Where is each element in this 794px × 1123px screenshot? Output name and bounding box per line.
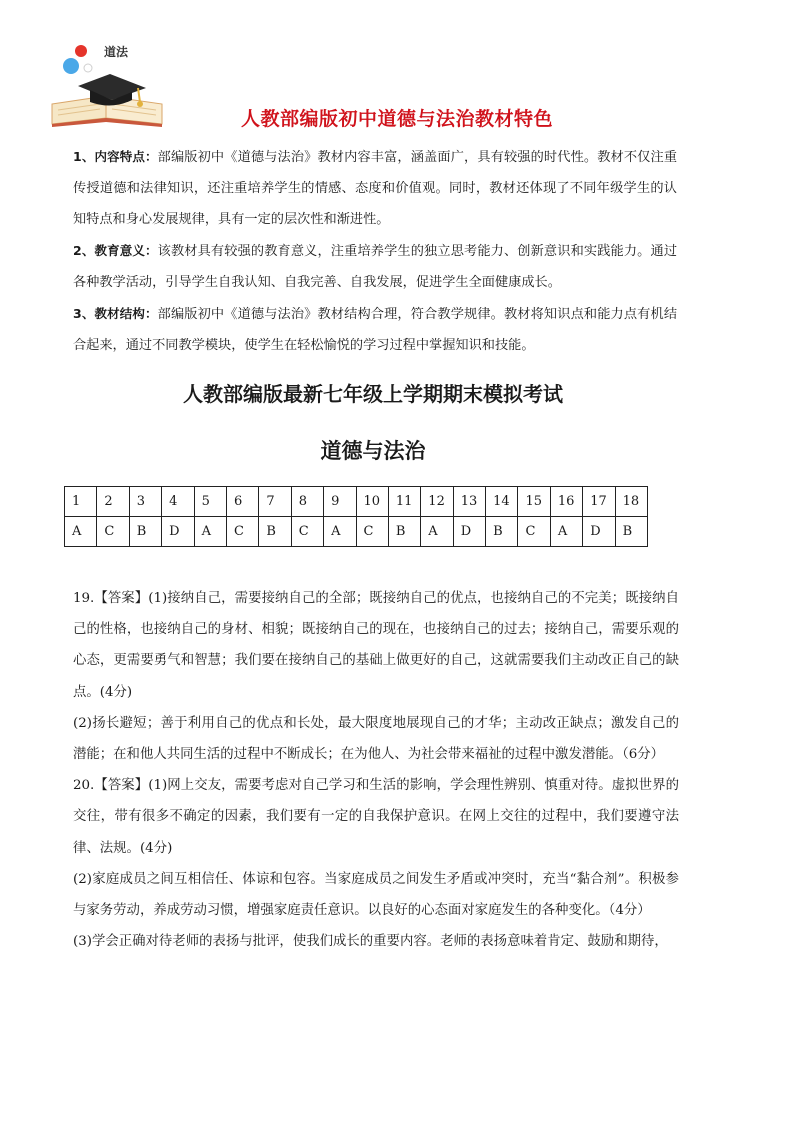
question-number-cell: 1 bbox=[65, 487, 97, 517]
answer-table bbox=[64, 486, 648, 547]
answer-cell: B bbox=[486, 517, 518, 547]
intro-key: 1、内容特点： bbox=[73, 149, 158, 164]
answer-cell: C bbox=[97, 517, 129, 547]
question-number-cell: 7 bbox=[259, 487, 291, 517]
logo-label: 道法 bbox=[104, 45, 129, 59]
answer-cell: D bbox=[162, 517, 194, 547]
answer-cell: B bbox=[129, 517, 161, 547]
intro-section bbox=[73, 141, 677, 361]
question-number-cell: 6 bbox=[226, 487, 258, 517]
intro-text: 该教材具有较强的教育意义，注重培养学生的独立思考能力、创新意识和实践能力。通过各种教学活动，引导学生自我认知、自我完善、自我发展，促进学生全面健康成长。 bbox=[73, 244, 678, 290]
answer-cell: A bbox=[194, 517, 226, 547]
answer-cell: C bbox=[356, 517, 388, 547]
question-number-cell: 9 bbox=[324, 487, 356, 517]
question-number-cell: 17 bbox=[583, 487, 615, 517]
answer-row bbox=[65, 517, 648, 547]
question-number-cell: 14 bbox=[486, 487, 518, 517]
intro-paragraph bbox=[73, 298, 677, 361]
answer-paragraph: (2)家庭成员之间互相信任、体谅和包容。当家庭成员之间发生矛盾或冲突时，充当“黏合剂”。积极参与家务劳动，养成劳动习惯，增强家庭责任意识。以良好的心态面对家庭发生的各种变化。（4分） bbox=[73, 871, 679, 919]
question-number-cell: 10 bbox=[356, 487, 388, 517]
intro-text: 部编版初中《道德与法治》教材结构合理，符合教学规律。教材将知识点和能力点有机结合起来，通过不同教学模块，使学生在轻松愉悦的学习过程中掌握知识和技能。 bbox=[73, 307, 678, 353]
intro-key: 3、教材结构： bbox=[73, 306, 158, 321]
question-number-cell: 15 bbox=[518, 487, 550, 517]
answer-paragraph: 20.【答案】(1)网上交友，需要考虑对自己学习和生活的影响，学会理性辨别、慎重对待。虚拟世界的交往，带有很多不确定的因素，我们要有一定的自我保护意识。在网上交往的过程中，我们要遵守法律、法规。(4分) bbox=[73, 778, 679, 856]
answer-cell: C bbox=[291, 517, 323, 547]
question-number-cell: 4 bbox=[162, 487, 194, 517]
intro-paragraph bbox=[73, 141, 677, 235]
question-number-cell: 13 bbox=[453, 487, 485, 517]
question-number-cell: 18 bbox=[615, 487, 647, 517]
answer-cell: D bbox=[453, 517, 485, 547]
answer-cell: A bbox=[65, 517, 97, 547]
answer-cell: D bbox=[583, 517, 615, 547]
answer-cell: C bbox=[226, 517, 258, 547]
answer-cell: B bbox=[388, 517, 420, 547]
answer-cell: B bbox=[615, 517, 647, 547]
exam-title: 人教部编版最新七年级上学期期末模拟考试 bbox=[183, 382, 563, 406]
answer-cell: A bbox=[324, 517, 356, 547]
banner-title: 人教部编版初中道德与法治教材特色 bbox=[240, 108, 553, 130]
question-number-cell: 2 bbox=[97, 487, 129, 517]
answer-cell: C bbox=[518, 517, 550, 547]
answer-cell: A bbox=[550, 517, 582, 547]
question-number-cell: 12 bbox=[421, 487, 453, 517]
question-number-cell: 11 bbox=[388, 487, 420, 517]
intro-key: 2、教育意义： bbox=[73, 243, 158, 258]
question-number-cell: 5 bbox=[194, 487, 226, 517]
answer-cell: B bbox=[259, 517, 291, 547]
answer-section bbox=[73, 583, 679, 957]
answer-cell: A bbox=[421, 517, 453, 547]
intro-paragraph bbox=[73, 235, 677, 298]
answer-paragraph: 19.【答案】(1)接纳自己，需要接纳自己的全部；既接纳自己的优点，也接纳自己的不完美；既接纳自己的性格，也接纳自己的身材、相貌；既接纳自己的现在，也接纳自己的过去；接纳自己，需要乐观的心态，更需要勇气和智慧；我们要在接纳自己的基础上做更好的自己，这就需要我们主动改正自己的缺点。(4分) bbox=[73, 591, 679, 700]
answer-paragraph: (3)学会正确对待老师的表扬与批评，使我们成长的重要内容。老师的表扬意味着肯定、鼓励和期待， bbox=[73, 934, 668, 950]
question-number-cell: 8 bbox=[291, 487, 323, 517]
intro-text: 部编版初中《道德与法治》教材内容丰富，涵盖面广，具有较强的时代性。教材不仅注重传授道德和法律知识，还注重培养学生的情感、态度和价值观。同时，教材还体现了不同年级学生的认知特点和身心发展规律，具有一定的层次性和渐进性。 bbox=[73, 150, 678, 227]
answer-paragraph: (2)扬长避短；善于利用自己的优点和长处，最大限度地展现自己的才华；主动改正缺点；激发自己的潜能；在和他人共同生活的过程中不断成长；在为他人、为社会带来福祉的过程中激发潜能。（6分） bbox=[73, 715, 679, 763]
subject-title: 道德与法治 bbox=[320, 439, 426, 463]
question-number-cell: 16 bbox=[550, 487, 582, 517]
question-number-row bbox=[65, 487, 648, 517]
question-number-cell: 3 bbox=[129, 487, 161, 517]
